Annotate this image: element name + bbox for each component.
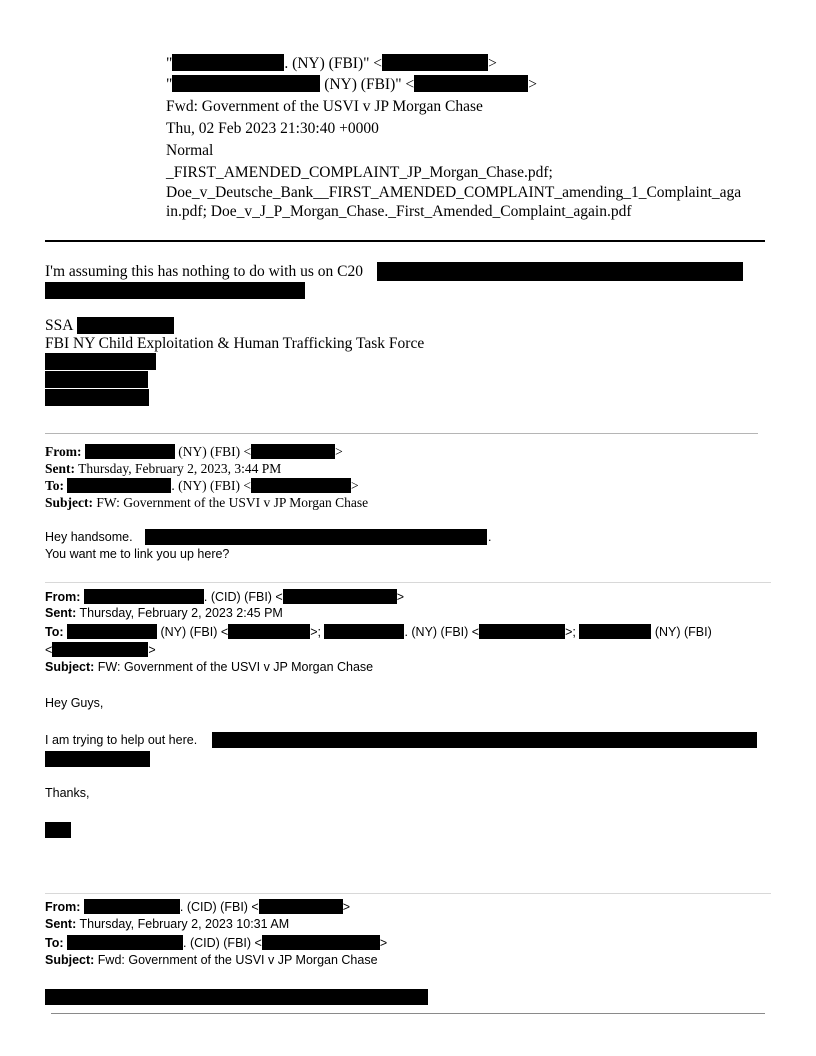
msg2-body-text: I am trying to help out here.: [45, 733, 198, 747]
attachment-link[interactable]: Doe_v_Deutsche_Bank__FIRST_AMENDED_COMPLAINT_amending_1_Complaint_aga: [166, 184, 742, 201]
to-close: >: [379, 936, 388, 950]
message-divider: [45, 433, 758, 434]
subject-value: Fwd: Government of the USVI v JP Morgan Chase: [94, 953, 378, 967]
redaction-block: [52, 642, 148, 657]
from-close: >: [488, 55, 497, 72]
date-value: Thu, 02 Feb 2023 21:30:40 +0000: [166, 120, 379, 137]
from-org: . (CID) (FBI) <: [203, 590, 283, 604]
from-close: >: [342, 900, 351, 914]
msg1-sent-row: [45, 461, 281, 477]
to-label: To:: [45, 625, 64, 639]
to-org: . (NY) (FBI) <: [171, 478, 251, 493]
importance-value: Normal: [166, 142, 214, 159]
to-org: (NY) (FBI)" <: [320, 76, 415, 93]
subject-label: Subject:: [45, 660, 95, 674]
redaction-block: [251, 444, 335, 459]
message-divider: [45, 893, 771, 894]
redaction-block: [45, 822, 71, 838]
msg2-to-row-cont: [45, 642, 156, 657]
msg2-thanks: [45, 786, 89, 800]
redaction-block: [172, 75, 320, 92]
redaction-block: [85, 444, 175, 459]
redaction-block: [45, 282, 305, 299]
message-divider: [45, 582, 771, 583]
subject-value: Fwd: Government of the USVI v JP Morgan Chase: [166, 98, 483, 115]
msg3-sent-row: [45, 917, 289, 931]
redaction-block: [259, 899, 343, 914]
msg1-body-line2: [45, 547, 229, 561]
msg1-line1-period: .: [488, 530, 492, 544]
to-sep: >;: [565, 625, 580, 639]
redaction-block: [45, 353, 156, 370]
redaction-block: [382, 54, 488, 71]
msg1-subject-row: [45, 495, 368, 511]
redaction-block: [262, 935, 380, 950]
to-quote: ": [166, 76, 173, 93]
sent-label: Sent:: [45, 917, 77, 931]
msg3-from-row: [45, 899, 350, 914]
redaction-block: [283, 589, 397, 604]
msg2-sent-row: [45, 606, 283, 620]
redaction-block: [45, 989, 428, 1005]
from-org: (NY) (FBI) <: [174, 444, 252, 459]
redaction-block: [414, 75, 528, 92]
redaction-block: [45, 389, 149, 406]
msg1-from-row: [45, 444, 343, 460]
msg2-greeting: [45, 696, 103, 710]
subject-value: FW: Government of the USVI v JP Morgan Chase: [93, 495, 369, 510]
to-sep: >;: [310, 625, 325, 639]
from-close: >: [396, 590, 405, 604]
signature-unit: [45, 335, 424, 353]
redaction-block: [67, 624, 157, 639]
msg2-from-row: [45, 589, 404, 604]
signature-title: [45, 317, 73, 335]
msg3-subject-row: [45, 953, 378, 967]
msg1-to-row: [45, 478, 359, 494]
redaction-block: [45, 751, 150, 767]
attachment-link[interactable]: _FIRST_AMENDED_COMPLAINT_JP_Morgan_Chase.pdf;: [166, 164, 553, 181]
from-quote: ": [166, 55, 173, 72]
redaction-block: [45, 371, 148, 388]
subject-label: Subject:: [45, 495, 93, 510]
redaction-block: [84, 899, 180, 914]
msg2-body-line1: [45, 733, 197, 747]
sig-prefix: SSA: [45, 317, 74, 334]
redaction-block: [377, 262, 743, 281]
msg2-subject-row: [45, 660, 373, 674]
header-divider: [45, 240, 765, 242]
msg1-greeting: Hey handsome.: [45, 530, 133, 544]
redaction-block: [77, 317, 174, 334]
msg2-to-row: [45, 624, 712, 639]
redaction-block: [67, 478, 171, 493]
to-org: (NY) (FBI): [651, 625, 712, 639]
from-org: . (CID) (FBI) <: [179, 900, 259, 914]
redaction-block: [172, 54, 284, 71]
page-bottom-rule: [51, 1013, 765, 1014]
to-close: >: [528, 76, 537, 93]
subject-value: FW: Government of the USVI v JP Morgan Chase: [94, 660, 374, 674]
sent-value: Thursday, February 2, 2023 2:45 PM: [76, 606, 283, 620]
to-label: To:: [45, 478, 65, 493]
from-org: . (NY) (FBI)" <: [284, 55, 383, 72]
redaction-block: [145, 529, 487, 545]
sent-value: Thursday, February 2, 2023 10:31 AM: [76, 917, 290, 931]
to-open: <: [45, 643, 53, 657]
to-org: (NY) (FBI) <: [157, 625, 229, 639]
to-close: >: [148, 643, 156, 657]
to-org: . (CID) (FBI) <: [183, 936, 262, 950]
sent-value: Thursday, February 2, 2023, 3:44 PM: [75, 461, 282, 476]
redaction-block: [84, 589, 204, 604]
sig-unit-text: FBI NY Child Exploitation & Human Trafficking Task Force: [45, 335, 425, 352]
subject-label: Subject:: [45, 953, 95, 967]
msg1-body-line1: [45, 530, 133, 544]
sent-label: Sent:: [45, 606, 77, 620]
redaction-block: [251, 478, 351, 493]
intro-text: I'm assuming this has nothing to do with us on C20: [45, 263, 363, 280]
to-org: . (NY) (FBI) <: [404, 625, 480, 639]
body-intro: [45, 263, 363, 281]
thanks-text: Thanks,: [45, 786, 90, 800]
sent-label: Sent:: [45, 461, 75, 476]
to-close: >: [351, 478, 359, 493]
redaction-block: [212, 732, 757, 748]
from-label: From:: [45, 900, 81, 914]
redaction-block: [67, 935, 183, 950]
from-close: >: [335, 444, 343, 459]
redaction-block: [579, 624, 651, 639]
greeting-text: Hey Guys,: [45, 696, 104, 710]
attachment-link[interactable]: in.pdf; Doe_v_J_P_Morgan_Chase._First_Amended_Complaint_again.pdf: [166, 203, 632, 220]
from-label: From:: [45, 590, 81, 604]
redaction-block: [228, 624, 310, 639]
redaction-block: [324, 624, 404, 639]
msg3-to-row: [45, 935, 387, 950]
to-label: To:: [45, 936, 64, 950]
msg1-question: You want me to link you up here?: [45, 547, 230, 561]
redaction-block: [479, 624, 565, 639]
from-label: From:: [45, 444, 82, 459]
